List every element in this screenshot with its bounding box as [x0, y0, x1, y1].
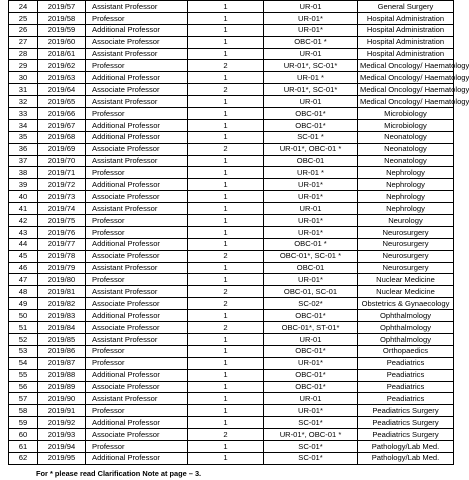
- number-of-posts-cell: 1: [188, 357, 264, 369]
- post-code-cell: 2019/64: [38, 84, 86, 96]
- number-of-posts-cell: 1: [188, 381, 264, 393]
- number-of-posts-cell: 1: [188, 12, 264, 24]
- table-row: [9, 179, 454, 191]
- post-code-cell: 2019/70: [38, 155, 86, 167]
- post-name-cell: Additional Professor: [86, 131, 188, 143]
- number-of-posts-cell: 1: [188, 226, 264, 238]
- post-name-cell: Additional Professor: [86, 452, 188, 464]
- serial-number-cell: 61: [9, 440, 38, 452]
- post-name-cell: Associate Professor: [86, 191, 188, 203]
- post-name-cell: Additional Professor: [86, 24, 188, 36]
- serial-number-cell: 34: [9, 119, 38, 131]
- department-cell: Nuclear Medicine: [358, 274, 454, 286]
- department-cell: Medical Oncology/ Haematology: [358, 84, 454, 96]
- serial-number-cell: 58: [9, 405, 38, 417]
- department-cell: Hospital Administration: [358, 48, 454, 60]
- post-code-cell: 2019/91: [38, 405, 86, 417]
- department-cell: Ophthalmology: [358, 333, 454, 345]
- table-row: [9, 12, 454, 24]
- department-cell: Neurosurgery: [358, 262, 454, 274]
- post-name-cell: Professor: [86, 12, 188, 24]
- department-cell: Peadiatrics: [358, 369, 454, 381]
- post-name-cell: Assistant Professor: [86, 286, 188, 298]
- serial-number-cell: 33: [9, 108, 38, 120]
- number-of-posts-cell: 1: [188, 345, 264, 357]
- serial-number-cell: 40: [9, 191, 38, 203]
- post-name-cell: Additional Professor: [86, 119, 188, 131]
- post-code-cell: 2019/58: [38, 12, 86, 24]
- post-name-cell: Additional Professor: [86, 72, 188, 84]
- number-of-posts-cell: 1: [188, 405, 264, 417]
- category-cell: OBC-01 *: [264, 238, 358, 250]
- department-cell: General Surgery: [358, 1, 454, 13]
- number-of-posts-cell: 1: [188, 36, 264, 48]
- serial-number-cell: 38: [9, 167, 38, 179]
- serial-number-cell: 36: [9, 143, 38, 155]
- category-cell: OBC-01*: [264, 369, 358, 381]
- serial-number-cell: 49: [9, 298, 38, 310]
- table-row: [9, 1, 454, 13]
- post-name-cell: Assistant Professor: [86, 1, 188, 13]
- table-row: [9, 262, 454, 274]
- category-cell: UR-01: [264, 203, 358, 215]
- post-name-cell: Additional Professor: [86, 238, 188, 250]
- number-of-posts-cell: 2: [188, 298, 264, 310]
- serial-number-cell: 35: [9, 131, 38, 143]
- table-row: [9, 60, 454, 72]
- category-cell: OBC-01: [264, 155, 358, 167]
- category-cell: OBC-01*: [264, 345, 358, 357]
- serial-number-cell: 59: [9, 417, 38, 429]
- department-cell: Nephrology: [358, 167, 454, 179]
- number-of-posts-cell: 1: [188, 72, 264, 84]
- post-code-cell: 2019/77: [38, 238, 86, 250]
- department-cell: Neurosurgery: [358, 226, 454, 238]
- department-cell: Peadiatrics Surgery: [358, 417, 454, 429]
- post-name-cell: Professor: [86, 440, 188, 452]
- category-cell: OBC-01*: [264, 310, 358, 322]
- post-code-cell: 2019/78: [38, 250, 86, 262]
- post-name-cell: Professor: [86, 345, 188, 357]
- table-row: [9, 405, 454, 417]
- post-code-cell: 2019/92: [38, 417, 86, 429]
- category-cell: UR-01*, SC-01*: [264, 60, 358, 72]
- table-row: [9, 203, 454, 215]
- department-cell: Pathology/Lab Med.: [358, 452, 454, 464]
- table-row: [9, 333, 454, 345]
- table-row: [9, 96, 454, 108]
- table-row: [9, 36, 454, 48]
- department-cell: Neonatology: [358, 131, 454, 143]
- number-of-posts-cell: 2: [188, 60, 264, 72]
- serial-number-cell: 45: [9, 250, 38, 262]
- table-row: [9, 429, 454, 441]
- department-cell: Medical Oncology/ Haematology: [358, 72, 454, 84]
- serial-number-cell: 46: [9, 262, 38, 274]
- post-name-cell: Associate Professor: [86, 36, 188, 48]
- category-cell: UR-01*: [264, 191, 358, 203]
- serial-number-cell: 62: [9, 452, 38, 464]
- number-of-posts-cell: 1: [188, 24, 264, 36]
- table-row: [9, 48, 454, 60]
- table-row: [9, 215, 454, 227]
- post-code-cell: 2019/90: [38, 393, 86, 405]
- post-name-cell: Professor: [86, 274, 188, 286]
- category-cell: UR-01: [264, 1, 358, 13]
- post-code-cell: 2019/65: [38, 96, 86, 108]
- post-name-cell: Associate Professor: [86, 322, 188, 334]
- post-code-cell: 2019/83: [38, 310, 86, 322]
- post-name-cell: Assistant Professor: [86, 262, 188, 274]
- table-row: [9, 72, 454, 84]
- post-code-cell: 2019/94: [38, 440, 86, 452]
- post-name-cell: Assistant Professor: [86, 393, 188, 405]
- post-name-cell: Assistant Professor: [86, 155, 188, 167]
- serial-number-cell: 53: [9, 345, 38, 357]
- post-name-cell: Professor: [86, 226, 188, 238]
- post-code-cell: 2019/68: [38, 131, 86, 143]
- post-name-cell: Professor: [86, 167, 188, 179]
- department-cell: Neonatology: [358, 143, 454, 155]
- post-code-cell: 2019/63: [38, 72, 86, 84]
- department-cell: Peadiatrics: [358, 357, 454, 369]
- post-code-cell: 2019/62: [38, 60, 86, 72]
- department-cell: Peadiatrics: [358, 393, 454, 405]
- post-name-cell: Additional Professor: [86, 369, 188, 381]
- category-cell: OBC-01, SC-01: [264, 286, 358, 298]
- post-code-cell: 2019/67: [38, 119, 86, 131]
- category-cell: UR-01*: [264, 357, 358, 369]
- number-of-posts-cell: 1: [188, 393, 264, 405]
- post-code-cell: 2019/89: [38, 381, 86, 393]
- post-code-cell: 2019/87: [38, 357, 86, 369]
- post-name-cell: Assistant Professor: [86, 333, 188, 345]
- department-cell: Microbiology: [358, 119, 454, 131]
- number-of-posts-cell: 1: [188, 417, 264, 429]
- department-cell: Nephrology: [358, 191, 454, 203]
- post-name-cell: Professor: [86, 108, 188, 120]
- table-row: [9, 274, 454, 286]
- department-cell: Obstetrics & Gynaecology: [358, 298, 454, 310]
- post-code-cell: 2019/75: [38, 215, 86, 227]
- serial-number-cell: 28: [9, 48, 38, 60]
- post-code-cell: 2018/61: [38, 48, 86, 60]
- serial-number-cell: 43: [9, 226, 38, 238]
- post-code-cell: 2019/85: [38, 333, 86, 345]
- post-code-cell: 2019/86: [38, 345, 86, 357]
- post-name-cell: Assistant Professor: [86, 203, 188, 215]
- serial-number-cell: 26: [9, 24, 38, 36]
- post-code-cell: 2019/60: [38, 36, 86, 48]
- post-code-cell: 2019/57: [38, 1, 86, 13]
- category-cell: UR-01 *: [264, 72, 358, 84]
- serial-number-cell: 56: [9, 381, 38, 393]
- serial-number-cell: 37: [9, 155, 38, 167]
- table-row: [9, 24, 454, 36]
- serial-number-cell: 32: [9, 96, 38, 108]
- category-cell: UR-01: [264, 333, 358, 345]
- post-name-cell: Professor: [86, 405, 188, 417]
- category-cell: OBC-01 *: [264, 36, 358, 48]
- number-of-posts-cell: 1: [188, 48, 264, 60]
- category-cell: SC-01*: [264, 417, 358, 429]
- number-of-posts-cell: 1: [188, 131, 264, 143]
- table-row: [9, 417, 454, 429]
- number-of-posts-cell: 2: [188, 322, 264, 334]
- post-name-cell: Assistant Professor: [86, 48, 188, 60]
- department-cell: Hospital Administration: [358, 24, 454, 36]
- number-of-posts-cell: 1: [188, 274, 264, 286]
- department-cell: Peadiatrics: [358, 381, 454, 393]
- post-code-cell: 2019/95: [38, 452, 86, 464]
- table-row: [9, 357, 454, 369]
- serial-number-cell: 48: [9, 286, 38, 298]
- serial-number-cell: 25: [9, 12, 38, 24]
- category-cell: UR-01*, OBC-01 *: [264, 143, 358, 155]
- number-of-posts-cell: 1: [188, 310, 264, 322]
- number-of-posts-cell: 2: [188, 286, 264, 298]
- table-row: [9, 143, 454, 155]
- serial-number-cell: 51: [9, 322, 38, 334]
- department-cell: Orthopaedics: [358, 345, 454, 357]
- department-cell: Ophthalmology: [358, 310, 454, 322]
- category-cell: UR-01*: [264, 179, 358, 191]
- number-of-posts-cell: 1: [188, 108, 264, 120]
- table-row: [9, 393, 454, 405]
- post-code-cell: 2019/73: [38, 191, 86, 203]
- post-code-cell: 2019/66: [38, 108, 86, 120]
- post-name-cell: Assistant Professor: [86, 96, 188, 108]
- recruitment-table: [8, 0, 469, 465]
- category-cell: OBC-01*: [264, 119, 358, 131]
- department-cell: Pathology/Lab Med.: [358, 440, 454, 452]
- category-cell: OBC-01*: [264, 381, 358, 393]
- post-code-cell: 2019/76: [38, 226, 86, 238]
- serial-number-cell: 41: [9, 203, 38, 215]
- category-cell: UR-01*: [264, 405, 358, 417]
- number-of-posts-cell: 1: [188, 1, 264, 13]
- post-code-cell: 2019/79: [38, 262, 86, 274]
- category-cell: SC-01*: [264, 440, 358, 452]
- department-cell: Nephrology: [358, 179, 454, 191]
- category-cell: UR-01*, SC-01*: [264, 84, 358, 96]
- department-cell: Neurology: [358, 215, 454, 227]
- table-row: [9, 191, 454, 203]
- department-cell: Hospital Administration: [358, 12, 454, 24]
- category-cell: UR-01*: [264, 215, 358, 227]
- department-cell: Peadiatrics Surgery: [358, 405, 454, 417]
- category-cell: SC-02*: [264, 298, 358, 310]
- department-cell: Medical Oncology/ Haematology: [358, 96, 454, 108]
- number-of-posts-cell: 1: [188, 119, 264, 131]
- table-row: [9, 369, 454, 381]
- post-name-cell: Additional Professor: [86, 310, 188, 322]
- serial-number-cell: 54: [9, 357, 38, 369]
- number-of-posts-cell: 2: [188, 429, 264, 441]
- category-cell: UR-01: [264, 48, 358, 60]
- category-cell: UR-01*, OBC-01 *: [264, 429, 358, 441]
- number-of-posts-cell: 2: [188, 84, 264, 96]
- serial-number-cell: 57: [9, 393, 38, 405]
- table-row: [9, 381, 454, 393]
- department-cell: Nuclear Medicine: [358, 286, 454, 298]
- serial-number-cell: 47: [9, 274, 38, 286]
- serial-number-cell: 39: [9, 179, 38, 191]
- category-cell: SC-01 *: [264, 131, 358, 143]
- table-row: [9, 310, 454, 322]
- number-of-posts-cell: 1: [188, 179, 264, 191]
- serial-number-cell: 31: [9, 84, 38, 96]
- post-name-cell: Professor: [86, 215, 188, 227]
- clarification-footnote: For * please read Clarification Note at page – 3.: [36, 469, 202, 478]
- number-of-posts-cell: 1: [188, 96, 264, 108]
- number-of-posts-cell: 1: [188, 238, 264, 250]
- number-of-posts-cell: 1: [188, 333, 264, 345]
- post-name-cell: Associate Professor: [86, 298, 188, 310]
- post-code-cell: 2019/88: [38, 369, 86, 381]
- post-name-cell: Associate Professor: [86, 250, 188, 262]
- number-of-posts-cell: 1: [188, 167, 264, 179]
- table-row: [9, 167, 454, 179]
- number-of-posts-cell: 1: [188, 262, 264, 274]
- table-row: [9, 452, 454, 464]
- department-cell: Neurosurgery: [358, 250, 454, 262]
- department-cell: Microbiology: [358, 108, 454, 120]
- table-row: [9, 238, 454, 250]
- serial-number-cell: 29: [9, 60, 38, 72]
- category-cell: UR-01*: [264, 24, 358, 36]
- post-name-cell: Associate Professor: [86, 143, 188, 155]
- table-row: [9, 250, 454, 262]
- table-row: [9, 108, 454, 120]
- serial-number-cell: 30: [9, 72, 38, 84]
- post-code-cell: 2019/93: [38, 429, 86, 441]
- department-cell: Ophthalmology: [358, 322, 454, 334]
- table-row: [9, 84, 454, 96]
- post-code-cell: 2019/84: [38, 322, 86, 334]
- department-cell: Neurosurgery: [358, 238, 454, 250]
- category-cell: OBC-01*, ST-01*: [264, 322, 358, 334]
- table-row: [9, 226, 454, 238]
- table-row: [9, 131, 454, 143]
- department-cell: Neonatology: [358, 155, 454, 167]
- post-name-cell: Additional Professor: [86, 417, 188, 429]
- table-row: [9, 298, 454, 310]
- table-row: [9, 286, 454, 298]
- serial-number-cell: 27: [9, 36, 38, 48]
- department-cell: Peadiatrics Surgery: [358, 429, 454, 441]
- serial-number-cell: 60: [9, 429, 38, 441]
- post-name-cell: Associate Professor: [86, 381, 188, 393]
- category-cell: UR-01 *: [264, 167, 358, 179]
- table-body: [9, 1, 469, 465]
- category-cell: OBC-01*: [264, 108, 358, 120]
- category-cell: SC-01*: [264, 452, 358, 464]
- serial-number-cell: 55: [9, 369, 38, 381]
- post-name-cell: Professor: [86, 357, 188, 369]
- category-cell: UR-01: [264, 96, 358, 108]
- category-cell: OBC-01: [264, 262, 358, 274]
- number-of-posts-cell: 1: [188, 155, 264, 167]
- post-code-cell: 2019/59: [38, 24, 86, 36]
- number-of-posts-cell: 1: [188, 452, 264, 464]
- table-row: [9, 322, 454, 334]
- number-of-posts-cell: 1: [188, 440, 264, 452]
- post-code-cell: 2019/81: [38, 286, 86, 298]
- table-row: [9, 155, 454, 167]
- table-row: [9, 119, 454, 131]
- post-name-cell: Additional Professor: [86, 179, 188, 191]
- category-cell: OBC-01*, SC-01 *: [264, 250, 358, 262]
- serial-number-cell: 42: [9, 215, 38, 227]
- category-cell: UR-01*: [264, 226, 358, 238]
- serial-number-cell: 24: [9, 1, 38, 13]
- department-cell: Hospital Administration: [358, 36, 454, 48]
- number-of-posts-cell: 2: [188, 250, 264, 262]
- table-row: [9, 440, 454, 452]
- post-code-cell: 2019/72: [38, 179, 86, 191]
- post-code-cell: 2019/74: [38, 203, 86, 215]
- department-cell: Nephrology: [358, 203, 454, 215]
- category-cell: UR-01: [264, 393, 358, 405]
- number-of-posts-cell: 1: [188, 191, 264, 203]
- serial-number-cell: 44: [9, 238, 38, 250]
- serial-number-cell: 50: [9, 310, 38, 322]
- post-name-cell: Professor: [86, 60, 188, 72]
- post-code-cell: 2019/71: [38, 167, 86, 179]
- post-code-cell: 2019/82: [38, 298, 86, 310]
- post-name-cell: Associate Professor: [86, 84, 188, 96]
- number-of-posts-cell: 1: [188, 203, 264, 215]
- category-cell: UR-01*: [264, 274, 358, 286]
- number-of-posts-cell: 1: [188, 215, 264, 227]
- category-cell: UR-01*: [264, 12, 358, 24]
- number-of-posts-cell: 2: [188, 143, 264, 155]
- post-code-cell: 2019/80: [38, 274, 86, 286]
- number-of-posts-cell: 1: [188, 369, 264, 381]
- post-name-cell: Associate Professor: [86, 429, 188, 441]
- post-code-cell: 2019/69: [38, 143, 86, 155]
- table-row: [9, 345, 454, 357]
- department-cell: Medical Oncology/ Haematology: [358, 60, 454, 72]
- serial-number-cell: 52: [9, 333, 38, 345]
